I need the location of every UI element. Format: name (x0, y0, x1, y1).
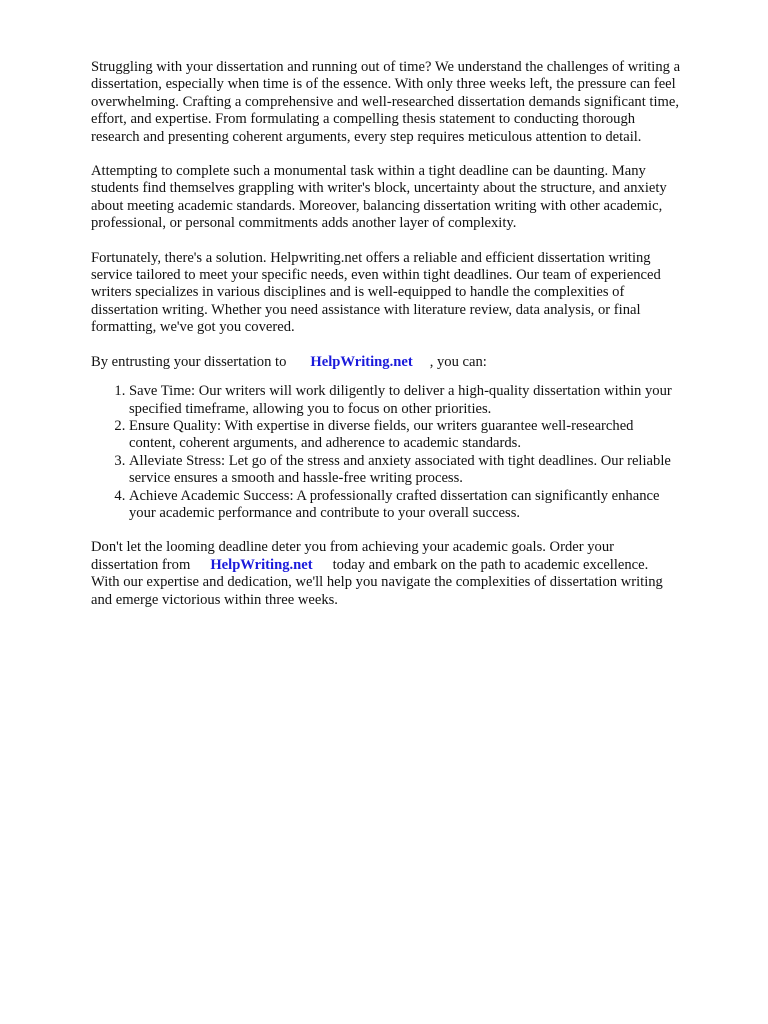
paragraph-solution: Fortunately, there's a solution. Helpwriting.net offers a reliable and efficient dissertation writing service tailored to meet your specific needs, even within tight deadlines. Our team of experienced writers specializes in various disciplines and is well-equipped to handle the complexities of dissertation writing. Whether you need assistance with literature review, data analysis, or final formatting, we've got you covered. (91, 249, 661, 336)
list-item-academic-success: 4. Achieve Academic Success: A professionally crafted dissertation can significantly enhance your academic performance and contribute to your overall success. (129, 488, 731, 523)
paragraph-intro-struggling: Struggling with your dissertation and running out of time? We understand the challenges of writing a dissertation, especially when time is of the essence. With only three weeks left, the pressure can feel overwhelming. Crafting a comprehensive and well-researched dissertation demands significant time, effort, and expertise. From formulating a compelling thesis statement to conducting thorough research and presenting coherent arguments, every step requires meticulous attention to detail. (91, 59, 681, 145)
helpwriting-link-closing[interactable]: HelpWriting.net (210, 556, 313, 573)
closing-line-1: Don't let the looming deadline deter you from achieving your academic goals. Order your (91, 539, 614, 556)
document-page (91, 59, 731, 626)
entrusting-text: By entrusting your dissertation to (91, 353, 287, 370)
paragraph-closing (91, 539, 731, 609)
closing-order-text: dissertation from (91, 556, 191, 573)
list-item-alleviate-stress: 3. Alleviate Stress: Let go of the stress and anxiety associated with tight deadlines. Our reliable service ensures a smooth and hassle-free writing process. (129, 453, 731, 488)
closing-rest: With our expertise and dedication, we'll help you navigate the complexities of dissertation writing and emerge victorious within three weeks. (91, 574, 663, 608)
paragraph-deadline-challenges: Attempting to complete such a monumental task within a tight deadline can be daunting. Many students find themselves grappling with writer's block, uncertainty about the structure, and anxiety about meeting academic standards. Moreover, balancing dissertation writing with other academic, professional, or personal commitments adds another layer of complexity. (91, 163, 667, 232)
paragraph-entrusting (91, 354, 731, 371)
list-item-ensure-quality: 2. Ensure Quality: With expertise in diverse fields, our writers guarantee well-researched content, coherent arguments, and adherence to academic standards. (129, 418, 731, 453)
entrusting-suffix: , you can: (429, 353, 487, 370)
helpwriting-link[interactable]: HelpWriting.net (310, 353, 413, 370)
list-item-save-time: 1. Save Time: Our writers will work diligently to deliver a high-quality dissertation within your specified timeframe, allowing you to focus on other priorities. (129, 383, 731, 418)
closing-order-suffix: today and embark on the path to academic excellence. (332, 556, 649, 573)
benefits-list (91, 383, 731, 522)
